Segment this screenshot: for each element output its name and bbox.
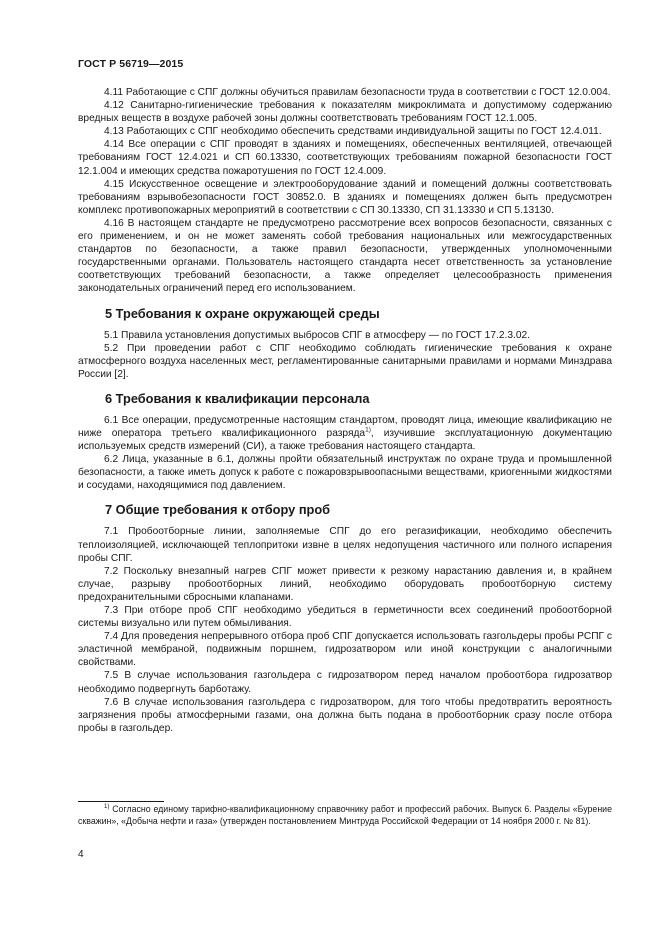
section-5-heading: 5 Требования к охране окружающей среды <box>105 305 380 321</box>
paragraph-6-1 <box>78 414 612 453</box>
paragraph-4-13: 4.13 Работающих с СПГ необходимо обеспечить средствами индивидуальной защиты по ГОСТ 12.4.011. <box>104 126 602 138</box>
page-number: 4 <box>78 849 84 860</box>
paragraph-4-16: 4.16 В настоящем стандарте не предусмотрено рассмотрение всех вопросов безопасности, связанных с его применением, и он не может заменять собой требования национальных или межгосударственных стандартов по безопасности, а также правил безопасности, утвержденных уполномоченными государственными органами. Пользователь настоящего стандарта несет ответственность за установление соответствующих требований безопасности, а также определяет целесообразность применения законодательных ограничений перед его использованием. <box>78 217 612 295</box>
paragraph-6-2: 6.2 Лица, указанные в 6.1, должны пройти обязательный инструктаж по охране труда и промышленной безопасности, а также иметь допуск к работе с пожаровзрывоопасными веществами, криогенными жидкостями и сосудами, находящимися под давлением. <box>78 454 612 492</box>
paragraph-6-1-text-start: 6.1 Все операции, предусмотренные настоящим стандартом, проводят лица, имеющие квалификацию не ниже оператора третьего квалификационного разряда <box>78 414 612 439</box>
paragraph-7-5: 7.5 В случае использования газгольдера с гидрозатвором перед началом пробоотбора гидрозатвор необходимо подвергнуть барботажу. <box>78 670 612 695</box>
section-7-heading: 7 Общие требования к отбору проб <box>105 502 331 518</box>
paragraph-5-2: 5.2 При проведении работ с СПГ необходимо соблюдать гигиенические требования к охране атмосферного воздуха населенных мест, регламентированные санитарными правилами и нормами Минздрава России [2]. <box>78 342 612 380</box>
paragraph-4-15: 4.15 Искусственное освещение и электрооборудование зданий и помещений должны соответствовать требованиям взрывобезопасности ГОСТ 30852.0. В зданиях и помещениях должен быть предусмотрен комплекс противопожарных мероприятий в соответствии с СП 30.13330, СП 31.13330 и СП 5.13130. <box>78 178 612 216</box>
paragraph-7-1: 7.1 Пробоотборные линии, заполняемые СПГ до его регазификации, необходимо обеспечить теплоизоляцией, исключающей теплопритоки извне в целях недопущения частичного или полного испарения пробы СПГ. <box>78 526 612 564</box>
paragraph-7-6: 7.6 В случае использования газгольдера с гидрозатвором, для того чтобы предотвратить вероятность загрязнения пробы атмосферными газами, она должна быть подана в пробоотборник сразу после отбора пробы в газгольдер. <box>78 696 612 734</box>
paragraph-4-12: 4.12 Санитарно-гигиенические требования к показателям микроклимата и допустимому содержанию вредных веществ в воздухе рабочей зоны должны соответствовать требованиям ГОСТ 12.1.005. <box>78 100 612 125</box>
page-content <box>78 86 612 735</box>
footnote <box>78 804 612 827</box>
paragraph-7-2: 7.2 Поскольку внезапный нагрев СПГ может привести к резкому нарастанию давления и, в крайнем случае, разрыву пробоотборных линий, необходимо оборудовать пробоотборную систему предохранительными сбросными клапанами. <box>78 565 612 603</box>
footnote-text: Согласно единому тарифно-квалификационному справочнику работ и профессий рабочих. Выпуск 6. Разделы «Бурение скважин», «Добыча нефти и газа» (утвержден постановлением Минтруда Российской Федерации от 14 ноября 2000 г. № 81). <box>78 804 612 826</box>
paragraph-6-1-text-end: , изучившие эксплуатационную документацию используемых средств измерений (СИ), а также требования настоящего стандарта. <box>78 427 612 453</box>
paragraph-5-1: 5.1 Правила установления допустимых выбросов СПГ в атмосферу — по ГОСТ 17.2.3.02. <box>104 329 530 341</box>
section-6-heading: 6 Требования к квалификации персонала <box>105 390 370 406</box>
standard-code-header: ГОСТ Р 56719—2015 <box>78 58 184 70</box>
paragraph-7-4: 7.4 Для проведения непрерывного отбора проб СПГ допускается использовать газгольдеры пробы РСПГ с эластичной мембраной, подвижным поршнем, гидрозатвором или иной конструкции с аналогичными свойствами. <box>78 631 612 669</box>
paragraph-4-14: 4.14 Все операции с СПГ проводят в зданиях и помещениях, обеспеченных вентиляцией, отвечающей требованиям ГОСТ 12.4.021 и СП 60.13330, соответствующих требованиям пожарной безопасности ГОСТ 12.1.004 и имеющих средства пожаротушения по ГОСТ 12.4.009. <box>78 139 612 177</box>
paragraph-4-11: 4.11 Работающие с СПГ должны обучиться правилам безопасности труда в соответствии с ГОСТ 12.0.004. <box>104 87 611 98</box>
footnote-separator <box>78 801 164 802</box>
paragraph-7-3: 7.3 При отборе проб СПГ необходимо убедиться в герметичности всех соединений пробоотборной системы визуально или путем обмыливания. <box>78 605 612 630</box>
footnote-mark: 1) <box>104 804 110 811</box>
footnote-reference: 1) <box>365 426 371 434</box>
